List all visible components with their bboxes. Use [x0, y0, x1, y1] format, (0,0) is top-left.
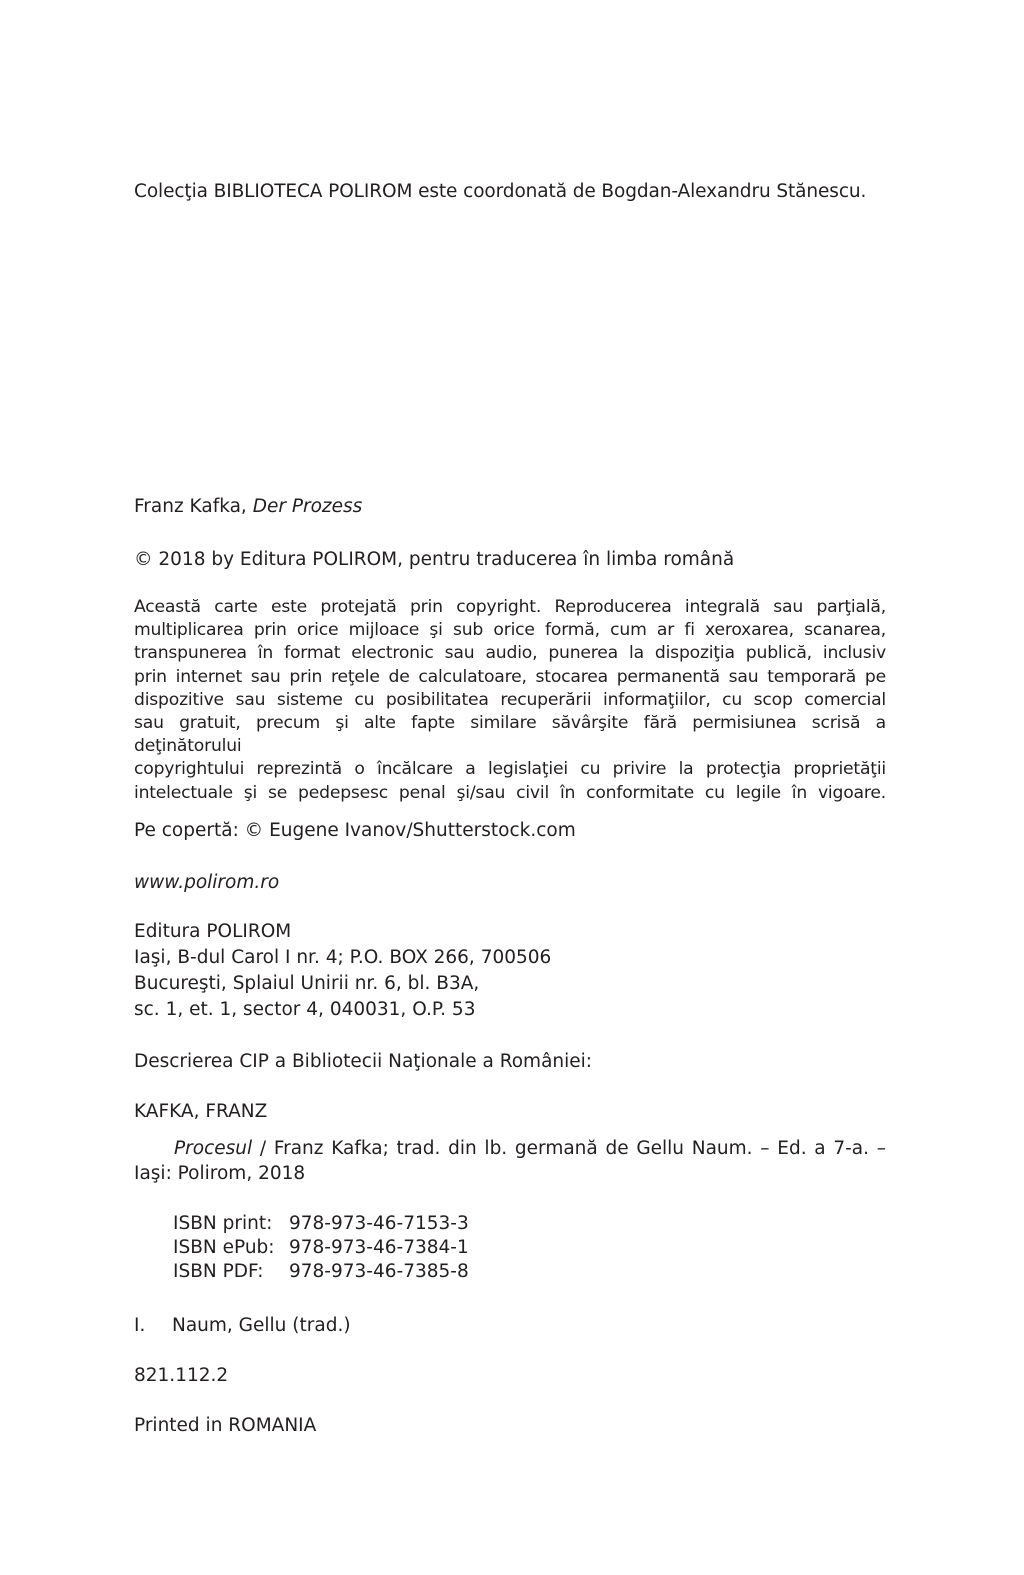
- rights-paragraph: [134, 596, 886, 805]
- isbn-value: 978-973-46-7153-3: [289, 1213, 469, 1234]
- original-author: Franz Kafka,: [134, 496, 253, 517]
- isbn-row: [173, 1212, 469, 1236]
- cip-description-line: Iaşi: Polirom, 2018: [134, 1163, 306, 1184]
- rights-line: prin internet sau prin reţele de calculatoare, stocarea permanentă sau temporară pe: [134, 666, 886, 687]
- original-title-line: [134, 495, 362, 519]
- original-title: Der Prozess: [252, 496, 363, 517]
- cip-main-entry: KAFKA, FRANZ: [134, 1101, 268, 1122]
- publisher-address-line: Bucureşti, Splaiul Unirii nr. 6, bl. B3A,: [134, 973, 480, 994]
- isbn-row: [173, 1260, 469, 1284]
- cover-credit: Pe copertă: © Eugene Ivanov/Shutterstock.com: [134, 820, 576, 841]
- cip-heading: Descrierea CIP a Bibliotecii Naţionale a României:: [134, 1051, 593, 1072]
- publisher-name: Editura POLIROM: [134, 921, 292, 942]
- added-entry-text: Naum, Gellu (trad.): [172, 1315, 351, 1336]
- publisher-address-line: Iaşi, B-dul Carol I nr. 4; P.O. BOX 266, 700506: [134, 947, 552, 968]
- added-entry-number: I.: [134, 1315, 146, 1336]
- rights-line: copyrightului reprezintă o încălcare a legislaţiei cu privire la protecţia proprietăţii: [134, 759, 886, 780]
- isbn-list: [173, 1212, 469, 1284]
- cip-description-line: [134, 1136, 886, 1161]
- rights-line: Această carte este protejată prin copyright. Reproducerea integrală sau parţială,: [134, 597, 886, 617]
- cip-added-entry: [134, 1314, 351, 1338]
- isbn-label: ISBN ePub:: [173, 1237, 275, 1258]
- rights-line: multiplicarea prin orice mijloace şi sub orice formă, cum ar fi xeroxarea, scanarea,: [134, 620, 886, 641]
- cip-description-rest: / Franz Kafka; trad. din lb. germană de Gellu Naum. – Ed. a 7-a. –: [252, 1138, 886, 1159]
- website-link: www.polirom.ro: [134, 872, 280, 893]
- isbn-value: 978-973-46-7385-8: [289, 1261, 469, 1282]
- cip-description: [134, 1136, 886, 1186]
- series-note: Colecţia BIBLIOTECA POLIROM este coordonată de Bogdan-Alexandru Stănescu.: [134, 181, 867, 202]
- publisher-address-line: sc. 1, et. 1, sector 4, 040031, O.P. 53: [134, 999, 476, 1020]
- isbn-label: ISBN PDF:: [173, 1261, 264, 1282]
- rights-line: intelectuale şi se pedepsesc penal şi/sau civil în conformitate cu legile în vigoare.: [134, 782, 886, 803]
- isbn-label: ISBN print:: [173, 1213, 273, 1234]
- rights-line: dispozitive sau sisteme cu posibilitatea recuperării informaţiilor, cu scop comercial: [134, 689, 886, 710]
- isbn-value: 978-973-46-7384-1: [289, 1237, 469, 1258]
- rights-line: transpunerea în format electronic sau audio, punerea la dispoziţia publică, inclusiv: [134, 643, 886, 664]
- printed-in: Printed in ROMANIA: [134, 1415, 317, 1436]
- copyright-line: © 2018 by Editura POLIROM, pentru traducerea în limba română: [134, 549, 735, 570]
- isbn-row: [173, 1236, 469, 1260]
- cip-classification: 821.112.2: [134, 1365, 229, 1386]
- cip-title: Procesul: [174, 1138, 253, 1159]
- rights-line: sau gratuit, precum şi alte fapte similare săvârşite fără permisiunea scrisă a deţinătorului: [134, 713, 886, 757]
